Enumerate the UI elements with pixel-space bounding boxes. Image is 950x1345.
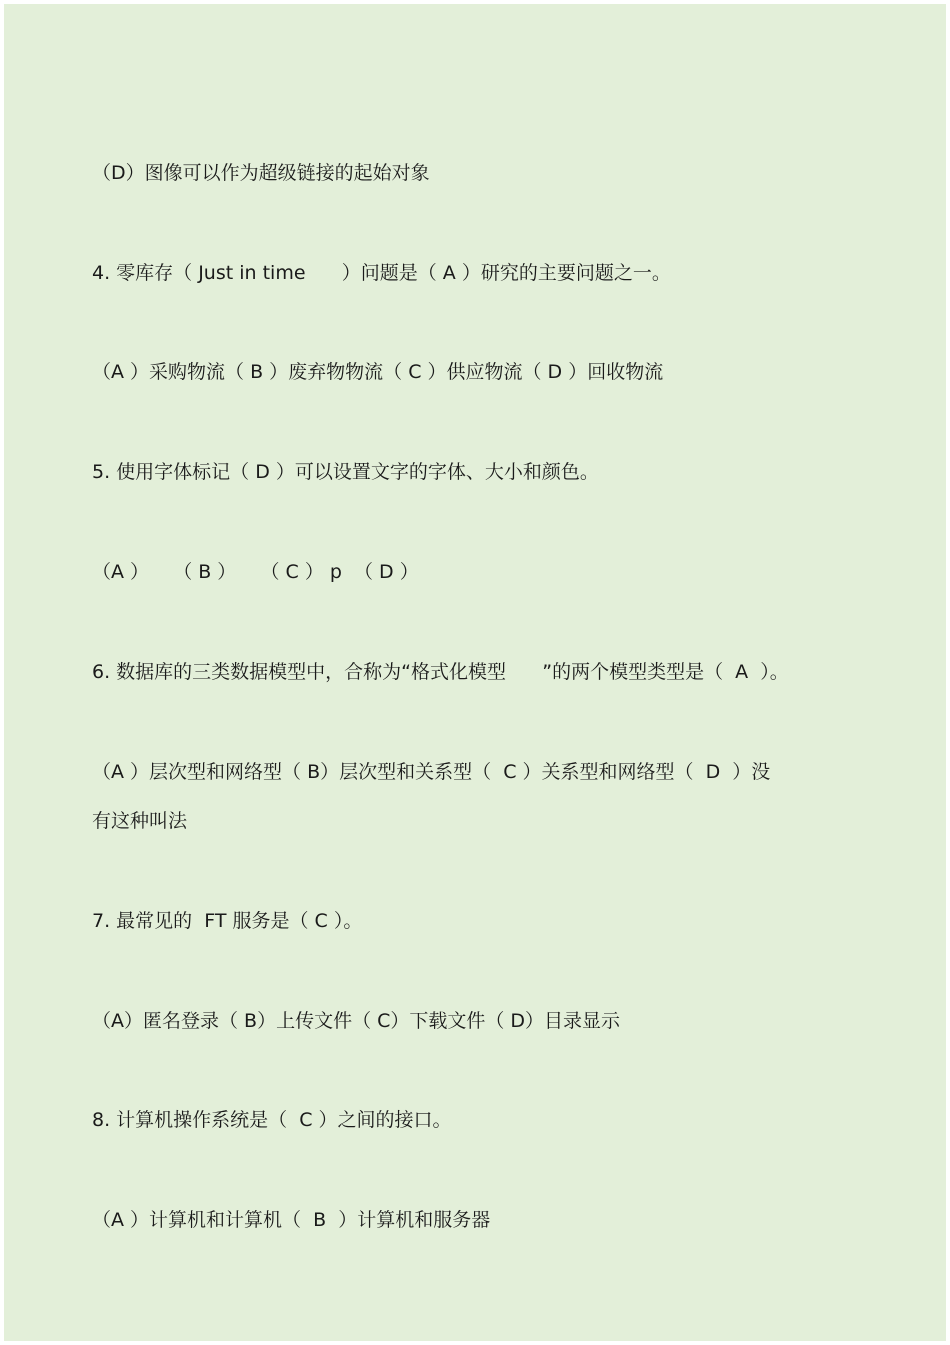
document-page xyxy=(4,4,946,1341)
text-line-options-q7: （A）匿名登录（ B）上传文件（ C）下载文件（ D）目录显示 xyxy=(92,1010,621,1032)
text-line-question-4: 4. 零库存（ Just in time ）问题是（ A ）研究的主要问题之一。 xyxy=(92,262,671,284)
text-line-options-q5: （A ） （ B ） （ C ） p （ D ） xyxy=(92,561,419,583)
text-line-options-q4: （A ）采购物流（ B ）废弃物物流（ C ）供应物流（ D ）回收物流 xyxy=(92,361,664,383)
text-line-options-q6-cont: 有这种叫法 xyxy=(92,810,188,832)
text-line-question-6: 6. 数据库的三类数据模型中，合称为“格式化模型 ”的两个模型类型是（ A ）。 xyxy=(92,661,789,683)
text-line-option-d-q3: （D）图像可以作为超级链接的起始对象 xyxy=(92,162,430,184)
text-line-question-7: 7. 最常见的 FT 服务是（ C ）。 xyxy=(92,910,363,932)
text-line-question-5: 5. 使用字体标记（ D ）可以设置文字的字体、大小和颜色。 xyxy=(92,461,599,483)
text-line-options-q8: （A ）计算机和计算机（ B ）计算机和服务器 xyxy=(92,1209,491,1231)
text-line-options-q6: （A ）层次型和网络型（ B）层次型和关系型（ C ）关系型和网络型（ D ）没 xyxy=(92,761,771,783)
text-line-question-8: 8. 计算机操作系统是（ C ）之间的接口。 xyxy=(92,1109,452,1131)
